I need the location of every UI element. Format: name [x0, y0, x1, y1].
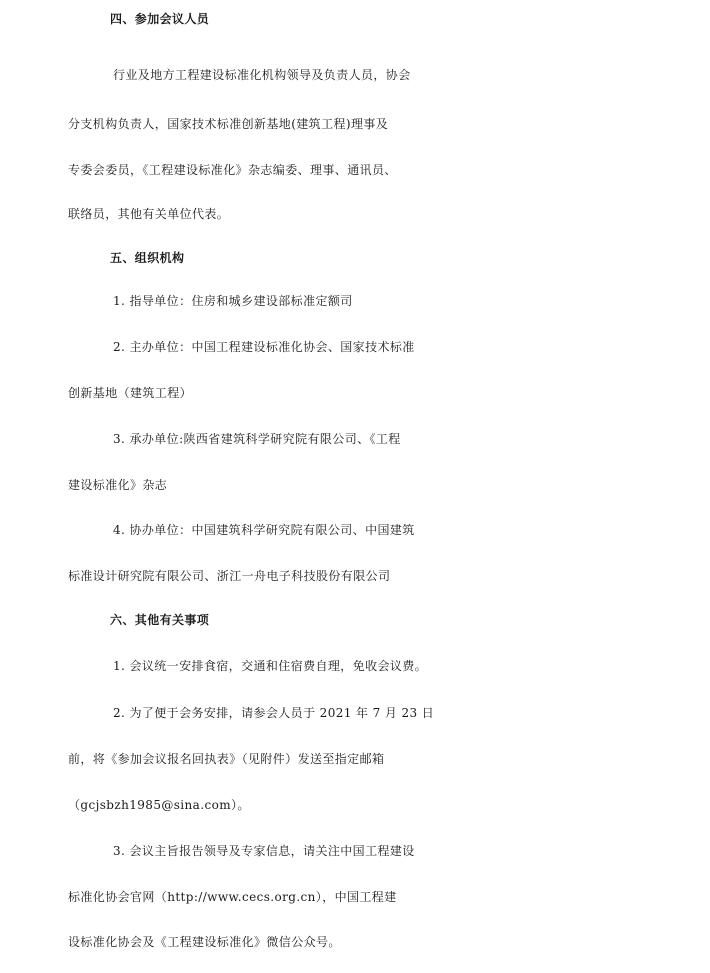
section-6-item-2-line-3: （gcjsbzh1985@sina.com）。 [68, 798, 250, 812]
section-6-item-3-line-3: 设标准化协会及《工程建设标准化》微信公众号。 [68, 935, 341, 949]
section-6-item-2-line-1: 2. 为了便于会务安排，请参会人员于 2021 年 7 月 23 日 [113, 706, 435, 720]
section-5-item-4-line-1: 4. 协办单位：中国建筑科学研究院有限公司、中国建筑 [113, 523, 415, 537]
section-5-item-2-line-2: 创新基地（建筑工程） [68, 386, 193, 400]
section-4-line-2: 分支机构负责人，国家技术标准创新基地(建筑工程)理事及 [68, 117, 389, 131]
section-5-item-3-line-2: 建设标准化》杂志 [68, 478, 168, 492]
section-6-item-2-line-2: 前，将《参加会议报名回执表》（见附件）发送至指定邮箱 [68, 752, 385, 766]
section-5-item-3-line-1: 3. 承办单位:陕西省建筑科学研究院有限公司、《工程 [113, 432, 401, 446]
section-4-heading: 四、参加会议人员 [110, 12, 210, 26]
section-4-line-3: 专委会委员，《工程建设标准化》杂志编委、理事、通讯员、 [68, 163, 397, 177]
section-6-item-3-line-1: 3. 会议主旨报告领导及专家信息，请关注中国工程建设 [113, 844, 415, 858]
section-4-line-4: 联络员，其他有关单位代表。 [68, 207, 230, 221]
section-5-heading: 五、组织机构 [110, 251, 185, 265]
section-6-item-1-line-1: 1. 会议统一安排食宿，交通和住宿费自理，免收会议费。 [113, 659, 428, 673]
section-5-item-4-line-2: 标准设计研究院有限公司、浙江一舟电子科技股份有限公司 [68, 569, 391, 583]
section-6-heading: 六、其他有关事项 [110, 613, 210, 627]
section-6-item-3-line-2: 标准化协会官网（http://www.cecs.org.cn），中国工程建 [68, 890, 397, 904]
section-4-line-1: 行业及地方工程建设标准化机构领导及负责人员，协会 [113, 68, 411, 82]
section-5-item-1-line-1: 1. 指导单位：住房和城乡建设部标准定额司 [113, 294, 353, 308]
section-5-item-2-line-1: 2. 主办单位：中国工程建设标准化协会、国家技术标准 [113, 340, 415, 354]
